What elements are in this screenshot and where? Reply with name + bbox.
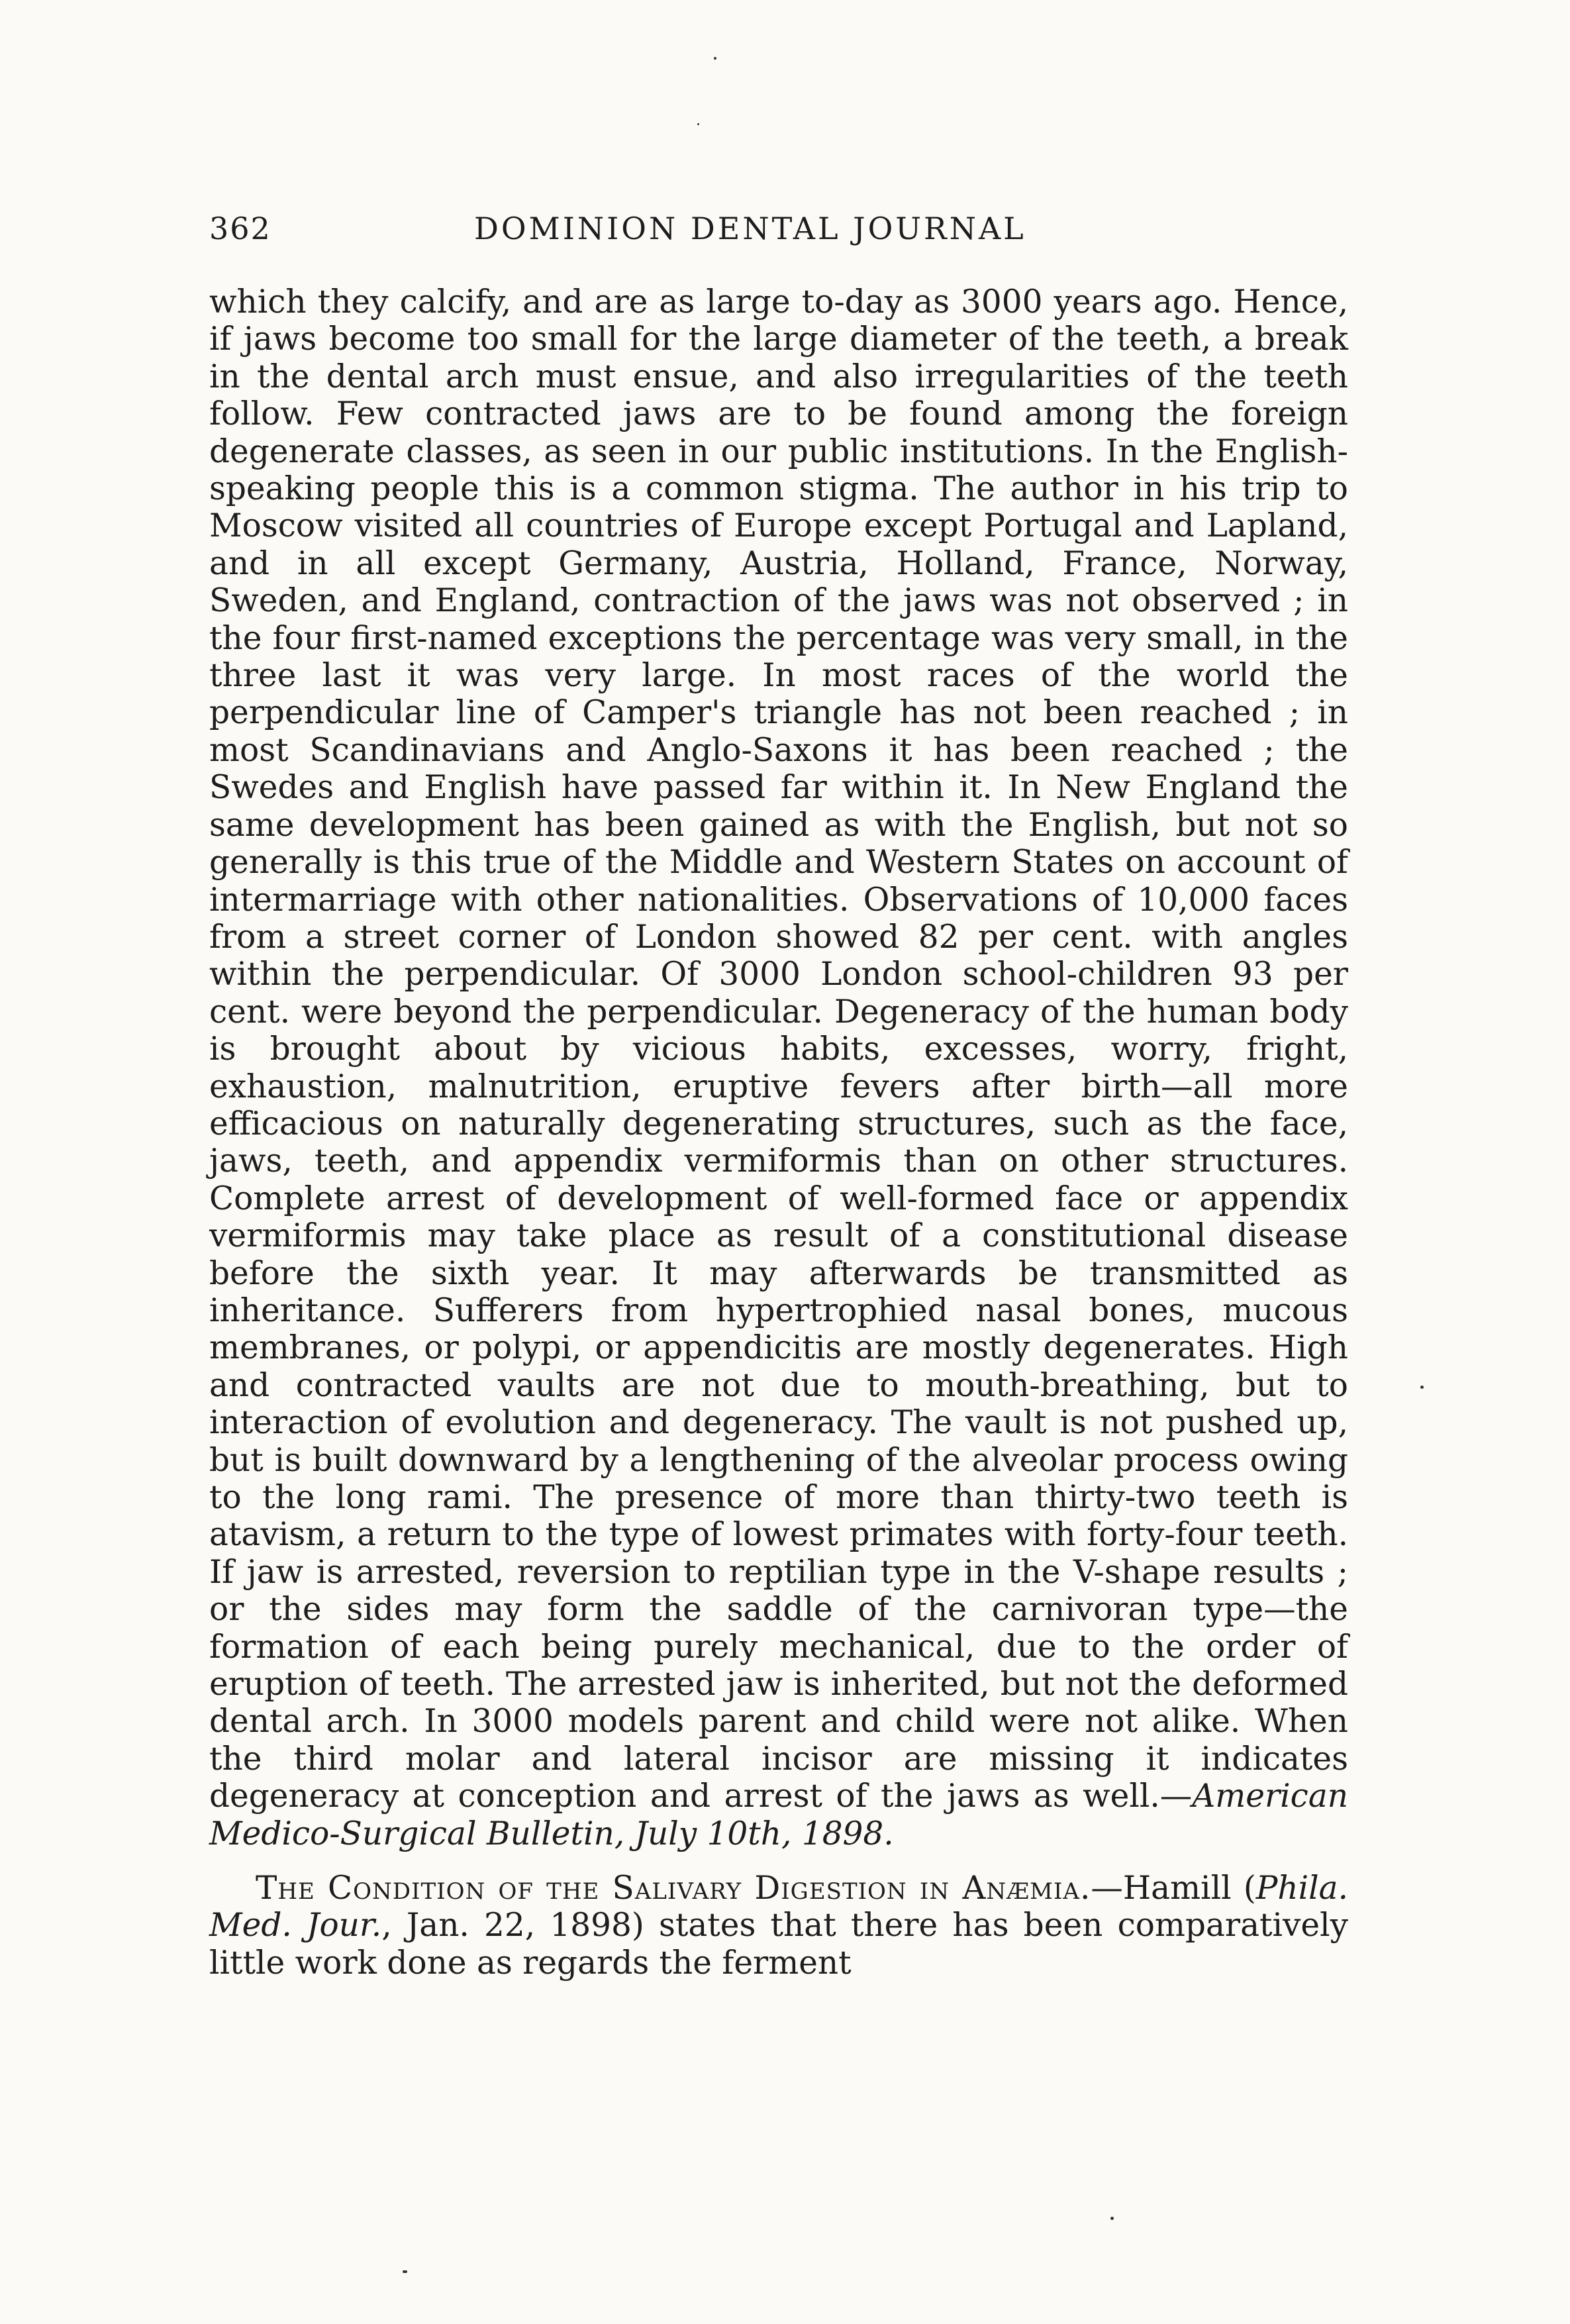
abstract-text: , Jan. 22, 1898) states that there has been comparatively little work done as regards the ferment — [209, 1907, 1348, 1982]
abstract-text-lead: —Hamill ( — [1091, 1870, 1256, 1907]
scan-speck — [714, 57, 716, 60]
scan-speck — [1110, 2217, 1114, 2220]
page-number: 362 — [209, 211, 271, 246]
source-citation: American Medico-Surgical Bulletin, July 10th, 1898. — [209, 1778, 1348, 1852]
article-paragraph — [209, 283, 1348, 1852]
scan-speck — [697, 123, 699, 125]
page-header — [209, 211, 1348, 257]
running-title: DOMINION DENTAL JOURNAL — [474, 211, 1026, 246]
scan-speck — [1420, 1386, 1424, 1389]
page-body — [209, 283, 1348, 1982]
abstract-paragraph — [209, 1870, 1348, 1982]
paragraph-text: which they calcify, and are as large to-day as 3000 years ago. Hence, if jaws become too small for the large diameter of the teeth, a break in the dental arch must ensue, and also irregularities of the teeth follow. Few contracted jaws are to be found among the foreign degenerate classes, as seen in our public institutions. In the English-speaking people this is a common stigma. The author in his trip to Moscow visited all countries of Europe except Portugal and Lapland, and in all except Germany, Austria, Holland, France, Norway, Sweden, and England, contraction of the jaws was not observed ; in the four first-named exceptions the percentage was very small, in the three last it was very large. In most races of the world the perpendicular line of Camper's triangle has not been reached ; in most Scandinavians and Anglo-Saxons it has been reached ; the Swedes and English have passed far within it. In New England the same development has been gained as with the English, but not so generally is this true of the Middle and Western States on account of intermarriage with other nationalities. Observations of 10,000 faces from a street corner of London showed 82 per cent. with angles within the perpendicular. Of 3000 London school-children 93 per cent. were beyond the perpendicular. Degeneracy of the human body is brought about by vicious habits, excesses, worry, fright, exhaustion, malnutrition, eruptive fevers after birth—all more efficacious on naturally degenerating structures, such as the face, jaws, teeth, and appendix vermiformis than on other structures. Complete arrest of development of well-formed face or appendix vermiformis may take place as result of a constitutional disease before the sixth year. It may afterwards be transmitted as inheritance. Sufferers from hypertrophied nasal bones, mucous membranes, or polypi, or appendicitis are mostly degenerates. High and contracted vaults are not due to mouth-breathing, but to interaction of evolution and degeneracy. The vault is not pushed up, but is built downward by a lengthening of the alveolar process owing to the long rami. The presence of more than thirty-two teeth is atavism, a return to the type of lowest primates with forty-four teeth. If jaw is arrested, reversion to reptilian type in the V-shape results ; or the sides may form the saddle of the carnivoran type—the formation of each being purely mechanical, due to the order of eruption of teeth. The arrested jaw is inherited, but not the deformed dental arch. In 3000 models parent and child were not alike. When the third molar and lateral incisor are missing it indicates degeneracy at conception and arrest of the jaws as well.— — [209, 283, 1348, 1815]
journal-citation: Phila. Med. Jour. — [209, 1870, 1348, 1945]
abstract-heading: The Condition of the Salivary Digestion in Anæmia. — [256, 1870, 1091, 1907]
scan-speck — [403, 2270, 407, 2273]
